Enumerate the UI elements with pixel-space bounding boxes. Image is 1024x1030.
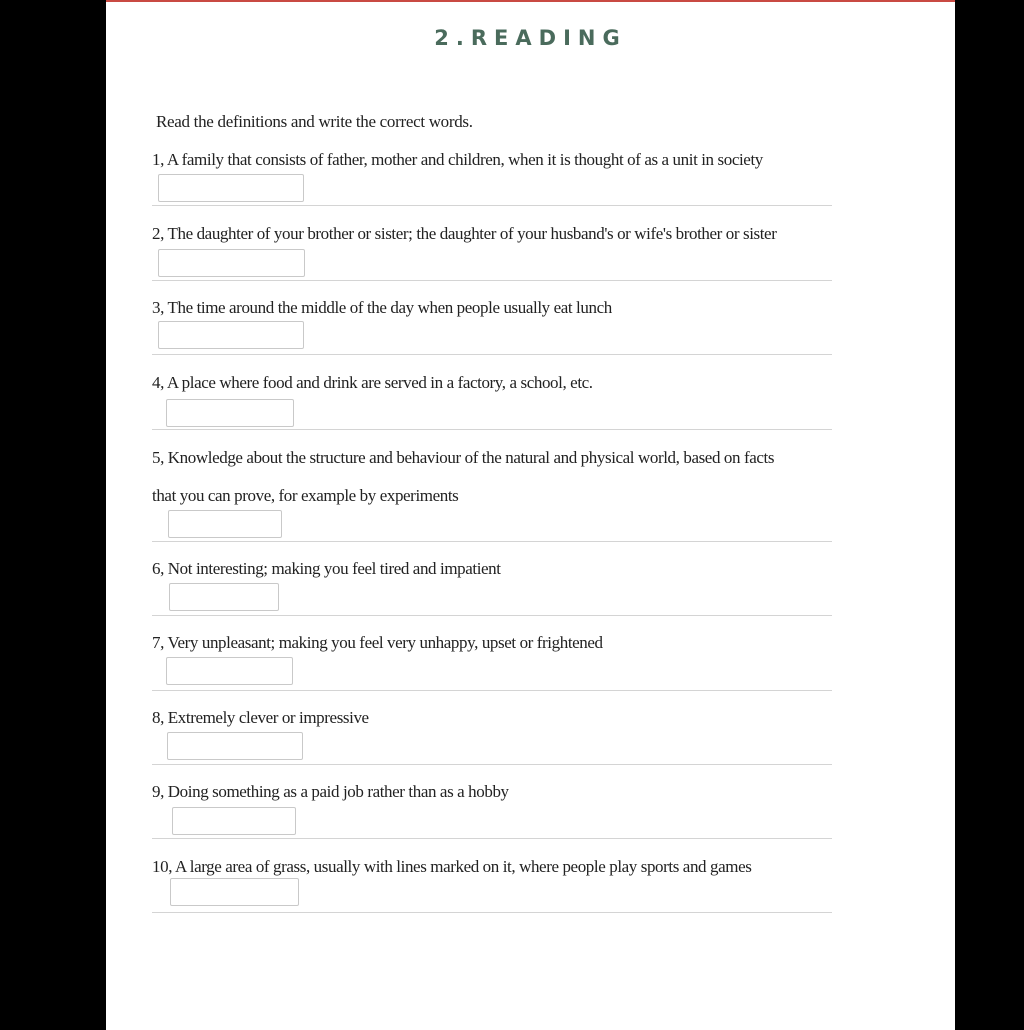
question-1: 1, A family that consists of father, mother and children, when it is thought of as a unit in society bbox=[152, 150, 763, 169]
answer-input-2[interactable] bbox=[158, 249, 305, 277]
question-5-line-2: that you can prove, for example by experiments bbox=[152, 486, 459, 505]
answer-input-4[interactable] bbox=[166, 399, 294, 427]
worksheet-page bbox=[106, 0, 955, 1030]
instruction-text: Read the definitions and write the correct words. bbox=[156, 112, 473, 131]
question-5 bbox=[152, 448, 832, 505]
question-4: 4, A place where food and drink are served in a factory, a school, etc. bbox=[152, 373, 593, 392]
question-5-line-1: 5, Knowledge about the structure and behaviour of the natural and physical world, based on facts bbox=[152, 448, 775, 467]
answer-input-10[interactable] bbox=[170, 878, 299, 906]
answer-input-7[interactable] bbox=[166, 657, 293, 685]
answer-line-1 bbox=[152, 205, 832, 206]
question-9: 9, Doing something as a paid job rather than as a hobby bbox=[152, 782, 509, 801]
question-3: 3, The time around the middle of the day when people usually eat lunch bbox=[152, 298, 612, 317]
question-8: 8, Extremely clever or impressive bbox=[152, 708, 369, 727]
answer-input-9[interactable] bbox=[172, 807, 296, 835]
answer-input-5[interactable] bbox=[168, 510, 282, 538]
answer-input-1[interactable] bbox=[158, 174, 304, 202]
answer-line-3 bbox=[152, 354, 832, 355]
answer-line-8 bbox=[152, 764, 832, 765]
answer-input-3[interactable] bbox=[158, 321, 304, 349]
question-10: 10, A large area of grass, usually with lines marked on it, where people play sports and games bbox=[152, 857, 752, 876]
question-6: 6, Not interesting; making you feel tired and impatient bbox=[152, 559, 501, 578]
answer-line-4 bbox=[152, 429, 832, 430]
answer-line-5 bbox=[152, 541, 832, 542]
answer-line-6 bbox=[152, 615, 832, 616]
question-2: 2, The daughter of your brother or sister; the daughter of your husband's or wife's brother or sister bbox=[152, 224, 777, 243]
section-title: 2.READING bbox=[434, 26, 627, 50]
question-7: 7, Very unpleasant; making you feel very unhappy, upset or frightened bbox=[152, 633, 603, 652]
answer-line-9 bbox=[152, 838, 832, 839]
answer-line-2 bbox=[152, 280, 832, 281]
answer-input-6[interactable] bbox=[169, 583, 279, 611]
answer-input-8[interactable] bbox=[167, 732, 303, 760]
answer-line-7 bbox=[152, 690, 832, 691]
answer-line-10 bbox=[152, 912, 832, 913]
